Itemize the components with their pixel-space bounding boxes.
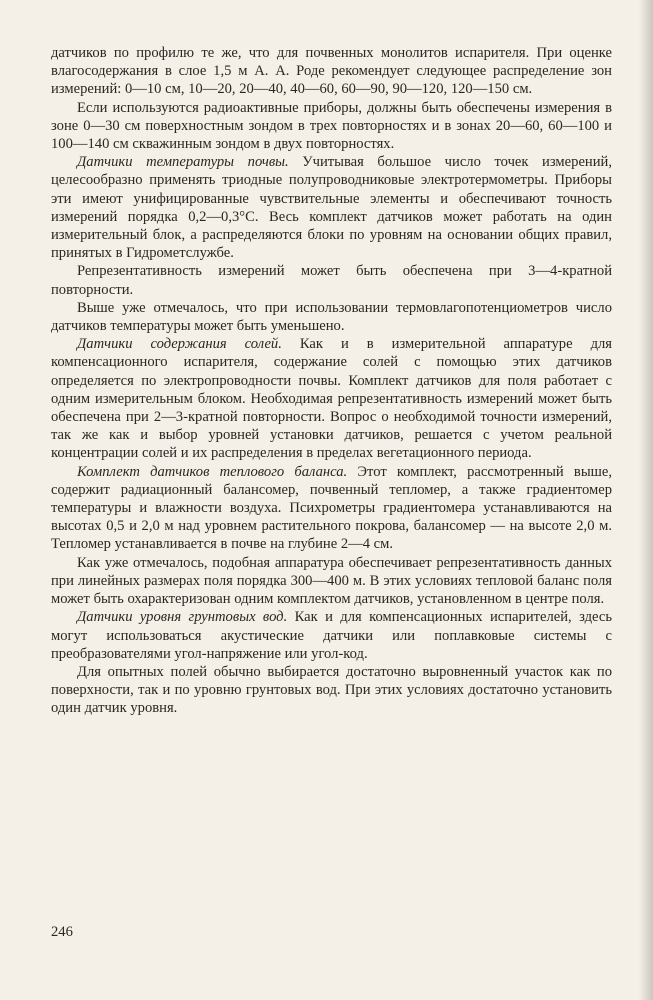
paragraph-heading: Датчики содержания солей. [77,336,282,353]
paragraph-7 [51,463,612,554]
paragraph-text: Для опытных полей обычно выбирается достаточно выровненный участок как по поверхности, так и по уровню грунтовых вод. При этих условиях достаточно установить один датчик уровня. [51,663,612,717]
paragraph-text: Репрезентативность измерений может быть обеспечена при 3—4-кратной повторности. [51,263,612,298]
paragraph-heading: Датчики температуры почвы. [77,154,289,171]
paragraph-text: датчиков по профилю те же, что для почвенных монолитов испарителя. При оценке влагосодержания в слое 1,5 м А. А. Роде рекомендует следующее распределение зон измерений: 0—10 см, 10—20, 20—40, 40—60, 60—90, 90—120, 120—150 см. [51,45,612,98]
page-edge-shadow [639,0,653,1000]
body-text [51,44,612,718]
paragraph-text: Если используются радиоактивные приборы, должны быть обеспечены измерения в зоне 0—30 см поверхностным зондом в трех повторностях и в зонах 20—60, 60—100 и 100—140 см скважинным зондом в двух повторностях. [51,99,612,153]
paragraph-text: Учитывая большое число точек измерений, целесообразно применять триодные полупроводниковые электротермометры. Приборы эти имеют унифицированные чувствительные элементы и обеспечивают точность измерений порядка 0,2—0,3°С. Весь комплект датчиков может работать на один измерительный блок, а распределяются блоки по уровням на основании общих правил, принятых в Гидрометслужбе. [51,154,612,262]
paragraph-text: Этот комплект, рассмотренный выше, содержит радиационный балансомер, почвенный тепломер, а также градиентомер температуры и влажности воздуха. Психрометры градиентомера устанавливаются на высотах 0,5 и 2,0 м над уровнем растительного покрова, балансомер — на высоте 2,0 м. Тепломер устанавливается в почве на глубине 2—4 см. [51,463,612,553]
paragraph-heading: Датчики уровня грунтовых вод. [77,609,288,626]
paragraph-9 [51,608,612,663]
paragraph-8 [51,554,612,609]
paragraph-5 [51,299,612,335]
paragraph-text: Как уже отмечалось, подобная аппаратура обеспечивает репрезентативность данных при линейных размерах поля порядка 300—400 м. В этих условиях тепловой баланс поля может быть охарактеризован одним комплектом датчиков, установленном в центре поля. [51,554,612,608]
paragraph-heading: Комплект датчиков теплового баланса. [77,463,348,480]
paragraph-10 [51,663,612,718]
page-number: 246 [51,924,73,940]
paragraph-4 [51,262,612,298]
paragraph-2 [51,99,612,154]
paragraph-text: Как и в измерительной аппаратуре для компенсационного испарителя, содержание солей с помощью этих датчиков определяется по электропроводности почвы. Комплект датчиков для поля работает с одним измерительным блоком. Необходимая репрезентативность измерений может быть обеспечена при 2—3-кратной повторности. Вопрос о необходимой точности измерений, так же как и выбор уровней установки датчиков, решается с учетом реальной концентрации солей и их распределения в пределах вегетационного периода. [51,336,612,462]
paragraph-text: Выше уже отмечалось, что при использовании термовлагопотенциометров число датчиков температуры может быть уменьшено. [51,299,612,335]
paragraph-3 [51,153,612,262]
paragraph-text: Как и для компенсационных испарителей, здесь могут использоваться акустические датчики или поплавковые системы с преобразователями угол-напряжение или угол-код. [51,609,612,662]
paragraph-6 [51,335,612,462]
paragraph-1 [51,44,612,99]
